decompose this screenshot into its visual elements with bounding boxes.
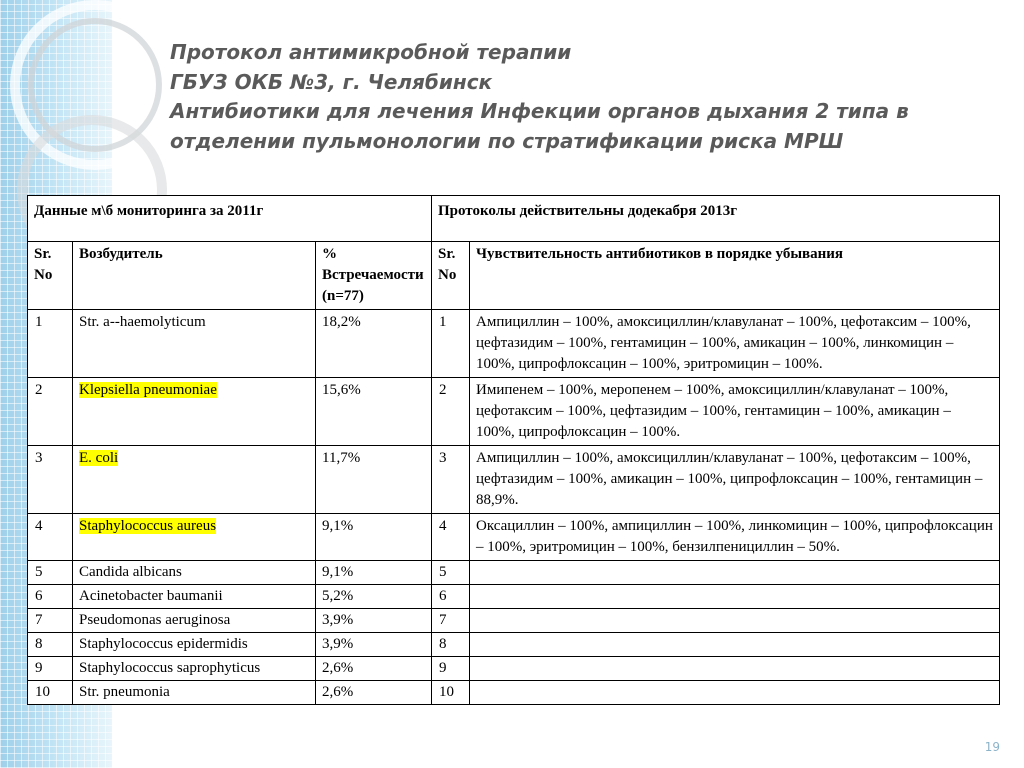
percent-cell: 2,6% — [316, 681, 432, 705]
table-section-header-row — [28, 196, 1000, 242]
col-header-sr-no: Sr. No — [28, 242, 73, 310]
monitoring-header: Данные м\б мониторинга за 2011г — [28, 196, 432, 242]
row-number-2: 1 — [432, 310, 470, 378]
title-line-4: отделении пульмонологии по стратификации риска МРШ — [170, 128, 844, 153]
table-row — [28, 681, 1000, 705]
sensitivity-cell — [470, 609, 1000, 633]
pathogen-cell: Staphylococcus saprophyticus — [73, 657, 316, 681]
row-number: 7 — [28, 609, 73, 633]
sensitivity-cell: Ампициллин – 100%, амоксициллин/клавуланат – 100%, цефотаксим – 100%, цефтазидим – 100%, гентамицин – 100%, амикацин – 100%, линкомицин – 100%, ципрофлоксацин – 100%, эритромицин – 100%. — [470, 310, 1000, 378]
table-row — [28, 446, 1000, 514]
table-row — [28, 609, 1000, 633]
row-number-2: 2 — [432, 378, 470, 446]
pathogen-cell: Acinetobacter baumanii — [73, 585, 316, 609]
sensitivity-cell: Оксациллин – 100%, ампициллин – 100%, линкомицин – 100%, ципрофлоксацин – 100%, эритромицин – 100%, бензилпенициллин – 50%. — [470, 514, 1000, 561]
table-row — [28, 378, 1000, 446]
table-row — [28, 561, 1000, 585]
row-number: 2 — [28, 378, 73, 446]
pathogen-cell: Str. a--haemolyticum — [73, 310, 316, 378]
sensitivity-cell: Имипенем – 100%, меропенем – 100%, амоксициллин/клавуланат – 100%, цефотаксим – 100%, цефтазидим – 100%, гентамицин – 100%, амикацин – 100%, ципрофлоксацин – 100%. — [470, 378, 1000, 446]
row-number: 3 — [28, 446, 73, 514]
sensitivity-cell — [470, 561, 1000, 585]
pathogen-cell: Str. pneumonia — [73, 681, 316, 705]
percent-cell: 2,6% — [316, 657, 432, 681]
row-number-2: 5 — [432, 561, 470, 585]
percent-cell: 5,2% — [316, 585, 432, 609]
table-row — [28, 657, 1000, 681]
title-line-1: Протокол антимикробной терапии — [170, 40, 572, 64]
percent-cell: 18,2% — [316, 310, 432, 378]
row-number: 9 — [28, 657, 73, 681]
percent-cell: 9,1% — [316, 514, 432, 561]
row-number: 8 — [28, 633, 73, 657]
sensitivity-cell — [470, 633, 1000, 657]
col-header-pathogen: Возбудитель — [73, 242, 316, 310]
antibiotic-table — [27, 195, 1000, 705]
percent-cell: 9,1% — [316, 561, 432, 585]
sensitivity-cell — [470, 681, 1000, 705]
table-row — [28, 514, 1000, 561]
percent-cell: 3,9% — [316, 633, 432, 657]
row-number-2: 7 — [432, 609, 470, 633]
table-row — [28, 633, 1000, 657]
pathogen-cell: Pseudomonas aeruginosa — [73, 609, 316, 633]
row-number-2: 8 — [432, 633, 470, 657]
row-number-2: 10 — [432, 681, 470, 705]
pathogen-cell — [73, 378, 316, 446]
percent-cell: 3,9% — [316, 609, 432, 633]
highlighted-pathogen: Klepsiella pneumoniae — [79, 382, 217, 398]
col-header-sensitivity: Чувствительность антибиотиков в порядке убывания — [470, 242, 1000, 310]
row-number: 10 — [28, 681, 73, 705]
title-line-2: ГБУЗ ОКБ №3, г. Челябинск — [170, 69, 493, 94]
slide-title — [170, 38, 990, 156]
pathogen-cell: Candida albicans — [73, 561, 316, 585]
sensitivity-cell — [470, 585, 1000, 609]
pathogen-cell — [73, 514, 316, 561]
table-row — [28, 310, 1000, 378]
page-number: 19 — [984, 740, 1000, 754]
percent-cell: 11,7% — [316, 446, 432, 514]
col-header-sr-no-2: Sr. No — [432, 242, 470, 310]
percent-cell: 15,6% — [316, 378, 432, 446]
protocol-header: Протоколы действительны додекабря 2013г — [432, 196, 1000, 242]
title-line-3: Антибиотики для лечения Инфекции органов дыхания 2 типа в — [170, 99, 909, 123]
row-number: 4 — [28, 514, 73, 561]
table-row — [28, 585, 1000, 609]
row-number: 5 — [28, 561, 73, 585]
row-number-2: 9 — [432, 657, 470, 681]
row-number-2: 6 — [432, 585, 470, 609]
row-number-2: 4 — [432, 514, 470, 561]
pathogen-cell: Staphylococcus epidermidis — [73, 633, 316, 657]
highlighted-pathogen: E. coli — [79, 450, 119, 466]
row-number-2: 3 — [432, 446, 470, 514]
pathogen-cell — [73, 446, 316, 514]
sensitivity-cell — [470, 657, 1000, 681]
table-column-header-row — [28, 242, 1000, 310]
sensitivity-cell: Ампициллин – 100%, амоксициллин/клавуланат – 100%, цефотаксим – 100%, цефтазидим – 100%, амикацин – 100%, ципрофлоксацин – 100%, гентамицин – 88,9%. — [470, 446, 1000, 514]
row-number: 6 — [28, 585, 73, 609]
col-header-percent: % Встречаемости (n=77) — [316, 242, 432, 310]
highlighted-pathogen: Staphylococcus aureus — [79, 518, 217, 534]
row-number: 1 — [28, 310, 73, 378]
